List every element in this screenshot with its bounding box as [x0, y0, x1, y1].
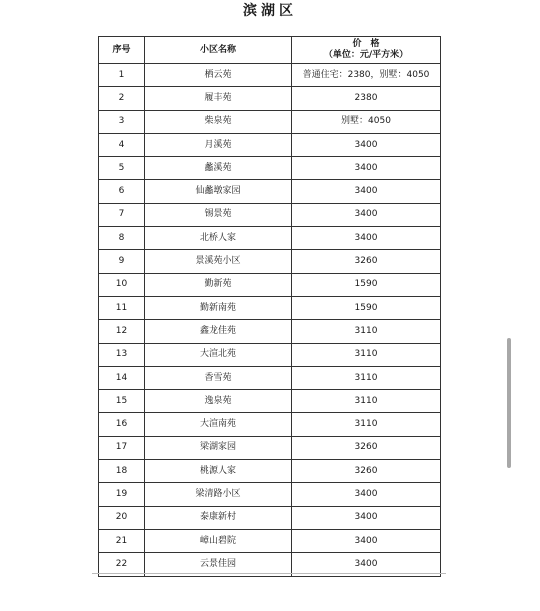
cell-price: 3400 — [292, 203, 441, 226]
table-row — [99, 110, 441, 133]
table-row — [99, 483, 441, 506]
cell-price: 3110 — [292, 366, 441, 389]
table-header-row — [99, 37, 441, 64]
cell-name: 北桥人家 — [145, 227, 292, 250]
cell-index: 10 — [99, 273, 145, 296]
cell-price: 1590 — [292, 273, 441, 296]
cell-price: 3400 — [292, 157, 441, 180]
cell-index: 7 — [99, 203, 145, 226]
cell-price: 3400 — [292, 553, 441, 576]
cell-name: 大渲北苑 — [145, 343, 292, 366]
cell-index: 21 — [99, 529, 145, 552]
cell-index: 5 — [99, 157, 145, 180]
table-row — [99, 460, 441, 483]
header-index: 序号 — [99, 37, 145, 64]
cell-index: 16 — [99, 413, 145, 436]
cell-price: 普通住宅：2380，别墅：4050 — [292, 64, 441, 87]
cell-price: 3110 — [292, 413, 441, 436]
cell-index: 22 — [99, 553, 145, 576]
cell-index: 20 — [99, 506, 145, 529]
cell-name: 香雪苑 — [145, 366, 292, 389]
table-row — [99, 366, 441, 389]
cell-name: 仙蠡墩家园 — [145, 180, 292, 203]
table-row — [99, 203, 441, 226]
table-row — [99, 273, 441, 296]
cell-name: 大渲南苑 — [145, 413, 292, 436]
cell-index: 8 — [99, 227, 145, 250]
table-row — [99, 343, 441, 366]
cell-name: 勤新苑 — [145, 273, 292, 296]
table-row — [99, 413, 441, 436]
table-row — [99, 87, 441, 110]
header-price — [292, 37, 441, 64]
cell-price: 3400 — [292, 483, 441, 506]
cell-price: 2380 — [292, 87, 441, 110]
cell-name: 景溪苑小区 — [145, 250, 292, 273]
table-row — [99, 390, 441, 413]
cell-name: 鑫龙佳苑 — [145, 320, 292, 343]
cell-index: 19 — [99, 483, 145, 506]
table-row — [99, 320, 441, 343]
cell-price: 1590 — [292, 296, 441, 319]
table-row — [99, 180, 441, 203]
cell-price: 3400 — [292, 227, 441, 250]
scrollbar-thumb[interactable] — [507, 338, 511, 468]
cell-index: 2 — [99, 87, 145, 110]
cell-price: 别墅：4050 — [292, 110, 441, 133]
cell-index: 14 — [99, 366, 145, 389]
cell-price: 3110 — [292, 320, 441, 343]
header-price-unit: （单位：元/平方米） — [323, 50, 409, 60]
table-row — [99, 157, 441, 180]
cell-price: 3260 — [292, 436, 441, 459]
cell-name: 嶂山碧院 — [145, 529, 292, 552]
table-row — [99, 133, 441, 156]
cell-index: 9 — [99, 250, 145, 273]
cell-name: 梁湖家园 — [145, 436, 292, 459]
cell-price: 3260 — [292, 460, 441, 483]
table-row — [99, 227, 441, 250]
cell-price: 3260 — [292, 250, 441, 273]
cell-name: 逸泉苑 — [145, 390, 292, 413]
header-name: 小区名称 — [145, 37, 292, 64]
cell-price: 3110 — [292, 343, 441, 366]
cell-index: 13 — [99, 343, 145, 366]
cell-index: 6 — [99, 180, 145, 203]
cell-price: 3400 — [292, 180, 441, 203]
cell-name: 勤新南苑 — [145, 296, 292, 319]
cell-name: 履丰苑 — [145, 87, 292, 110]
cell-index: 15 — [99, 390, 145, 413]
cell-index: 17 — [99, 436, 145, 459]
cell-name: 梁清路小区 — [145, 483, 292, 506]
header-price-label: 价 格 — [352, 39, 380, 49]
table-row — [99, 64, 441, 87]
cell-name: 月溪苑 — [145, 133, 292, 156]
cell-index: 3 — [99, 110, 145, 133]
cell-price: 3400 — [292, 133, 441, 156]
cell-name: 柴泉苑 — [145, 110, 292, 133]
table-body — [99, 64, 441, 577]
cell-index: 18 — [99, 460, 145, 483]
price-table — [98, 36, 441, 577]
cell-name: 蠡溪苑 — [145, 157, 292, 180]
table-row — [99, 250, 441, 273]
cell-index: 12 — [99, 320, 145, 343]
cell-index: 11 — [99, 296, 145, 319]
cell-name: 桃源人家 — [145, 460, 292, 483]
cell-price: 3110 — [292, 390, 441, 413]
table-row — [99, 529, 441, 552]
cell-index: 4 — [99, 133, 145, 156]
cell-name: 泰康新村 — [145, 506, 292, 529]
cell-name: 栖云苑 — [145, 64, 292, 87]
page-title: 滨湖区 — [243, 3, 297, 19]
cell-index: 1 — [99, 64, 145, 87]
cell-price: 3400 — [292, 529, 441, 552]
cell-name: 云景佳园 — [145, 553, 292, 576]
cell-price: 3400 — [292, 506, 441, 529]
table-row — [99, 506, 441, 529]
table-row — [99, 296, 441, 319]
page-bottom-rule — [92, 573, 446, 574]
table-row — [99, 436, 441, 459]
cell-name: 锡景苑 — [145, 203, 292, 226]
